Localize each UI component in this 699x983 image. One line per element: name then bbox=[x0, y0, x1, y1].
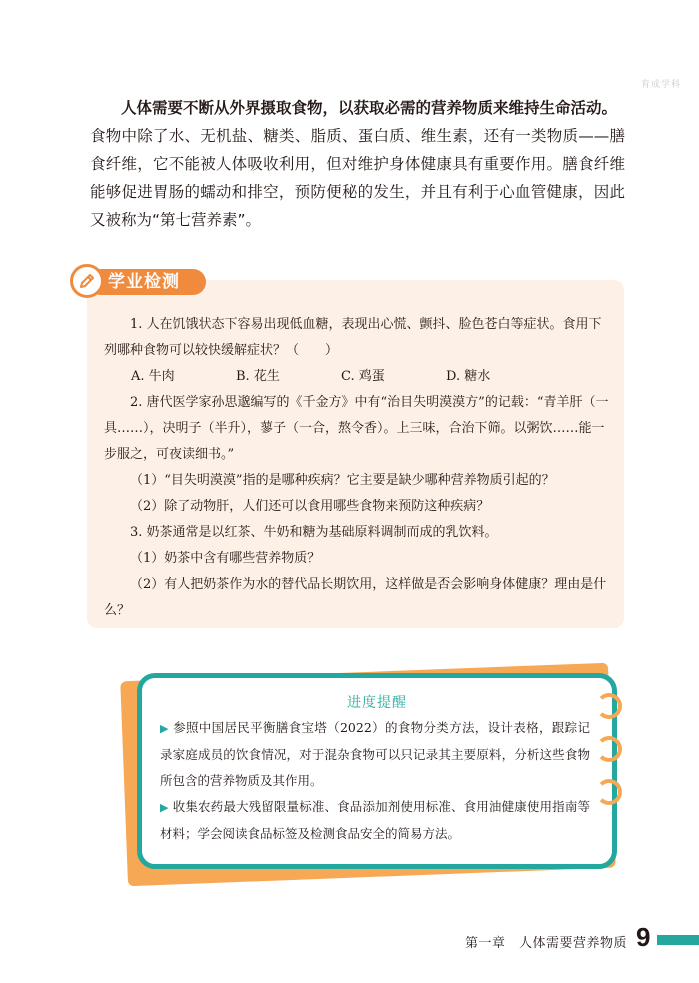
chapter-title: 第一章 人体需要营养物质 bbox=[465, 936, 628, 951]
intro-section bbox=[90, 94, 625, 234]
progress-item-2-text: 收集农药最大残留限量标准、食品添加剂使用标准、食用油健康使用指南等材料；学会阅读食品标签及检测食品安全的简易方法。 bbox=[160, 799, 590, 841]
check-badge bbox=[70, 264, 210, 300]
option-b: B. 花生 bbox=[236, 369, 280, 384]
progress-title: 进度提醒 bbox=[347, 695, 407, 711]
triangle-bullet-icon: ▶ bbox=[160, 801, 169, 814]
progress-item-1 bbox=[160, 715, 590, 794]
question-3-2: （2）有人把奶茶作为水的替代品长期饮用，这样做是否会影响身体健康？理由是什么？ bbox=[104, 577, 607, 618]
option-a: A. 牛肉 bbox=[131, 369, 175, 384]
question-2: 2. 唐代医学家孙思邈编写的《千金方》中有“治目失明漠漠方”的记载：“青羊肝（一具……），决明子（半升），蓼子（一合，熬令香）。上三味，合治下筛。以粥饮……能一步服之，可夜读细书。” bbox=[104, 395, 609, 462]
question-1-options bbox=[104, 364, 612, 390]
intro-lead: 人体需要不断从外界摄取食物，以获取必需的营养物质来维持生命活动。 bbox=[121, 99, 618, 117]
progress-item-2 bbox=[160, 794, 590, 847]
question-2-2: （2）除了动物肝，人们还可以食用哪些食物来预防这种疾病？ bbox=[130, 499, 490, 514]
option-d: D. 糖水 bbox=[446, 369, 491, 384]
check-title: 学业检测 bbox=[108, 272, 180, 292]
footer-accent-bar bbox=[657, 935, 699, 945]
progress-list bbox=[160, 715, 590, 847]
option-c: C. 鸡蛋 bbox=[341, 369, 385, 384]
page-number: 9 bbox=[636, 922, 651, 952]
ring-binder-icon bbox=[596, 779, 622, 805]
question-1: 1. 人在饥饿状态下容易出现低血糖，表现出心慌、颤抖、脸色苍白等症状。食用下列哪种食物可以较快缓解症状？（ ） bbox=[104, 317, 602, 358]
pencil-icon bbox=[70, 264, 104, 298]
intro-body: 食物中除了水、无机盐、糖类、脂质、蛋白质、维生素，还有一类物质——膳食纤维，它不能被人体吸收利用，但对维护身体健康具有重要作用。膳食纤维能够促进胃肠的蠕动和排空，预防便秘的发生，并且有利于心血管健康，因此又被称为“第七营养素”。 bbox=[90, 127, 625, 229]
progress-item-1-text: 参照中国居民平衡膳食宝塔（2022）的食物分类方法，设计表格，跟踪记录家庭成员的饮食情况，对于混杂食物可以只记录其主要原料，分析这些食物所包含的营养物质及其作用。 bbox=[160, 720, 590, 788]
triangle-bullet-icon: ▶ bbox=[160, 722, 169, 735]
check-content bbox=[104, 312, 612, 624]
question-2-1: （1）“目失明漠漠”指的是哪种疾病？它主要是缺少哪种营养物质引起的？ bbox=[130, 473, 555, 488]
question-3-1: （1）奶茶中含有哪些营养物质？ bbox=[130, 551, 321, 566]
ring-binder-icon bbox=[596, 736, 622, 762]
question-3: 3. 奶茶通常是以红茶、牛奶和糖为基础原料调制而成的乳饮料。 bbox=[130, 525, 498, 540]
header-mark: 育成学科 bbox=[640, 80, 681, 90]
